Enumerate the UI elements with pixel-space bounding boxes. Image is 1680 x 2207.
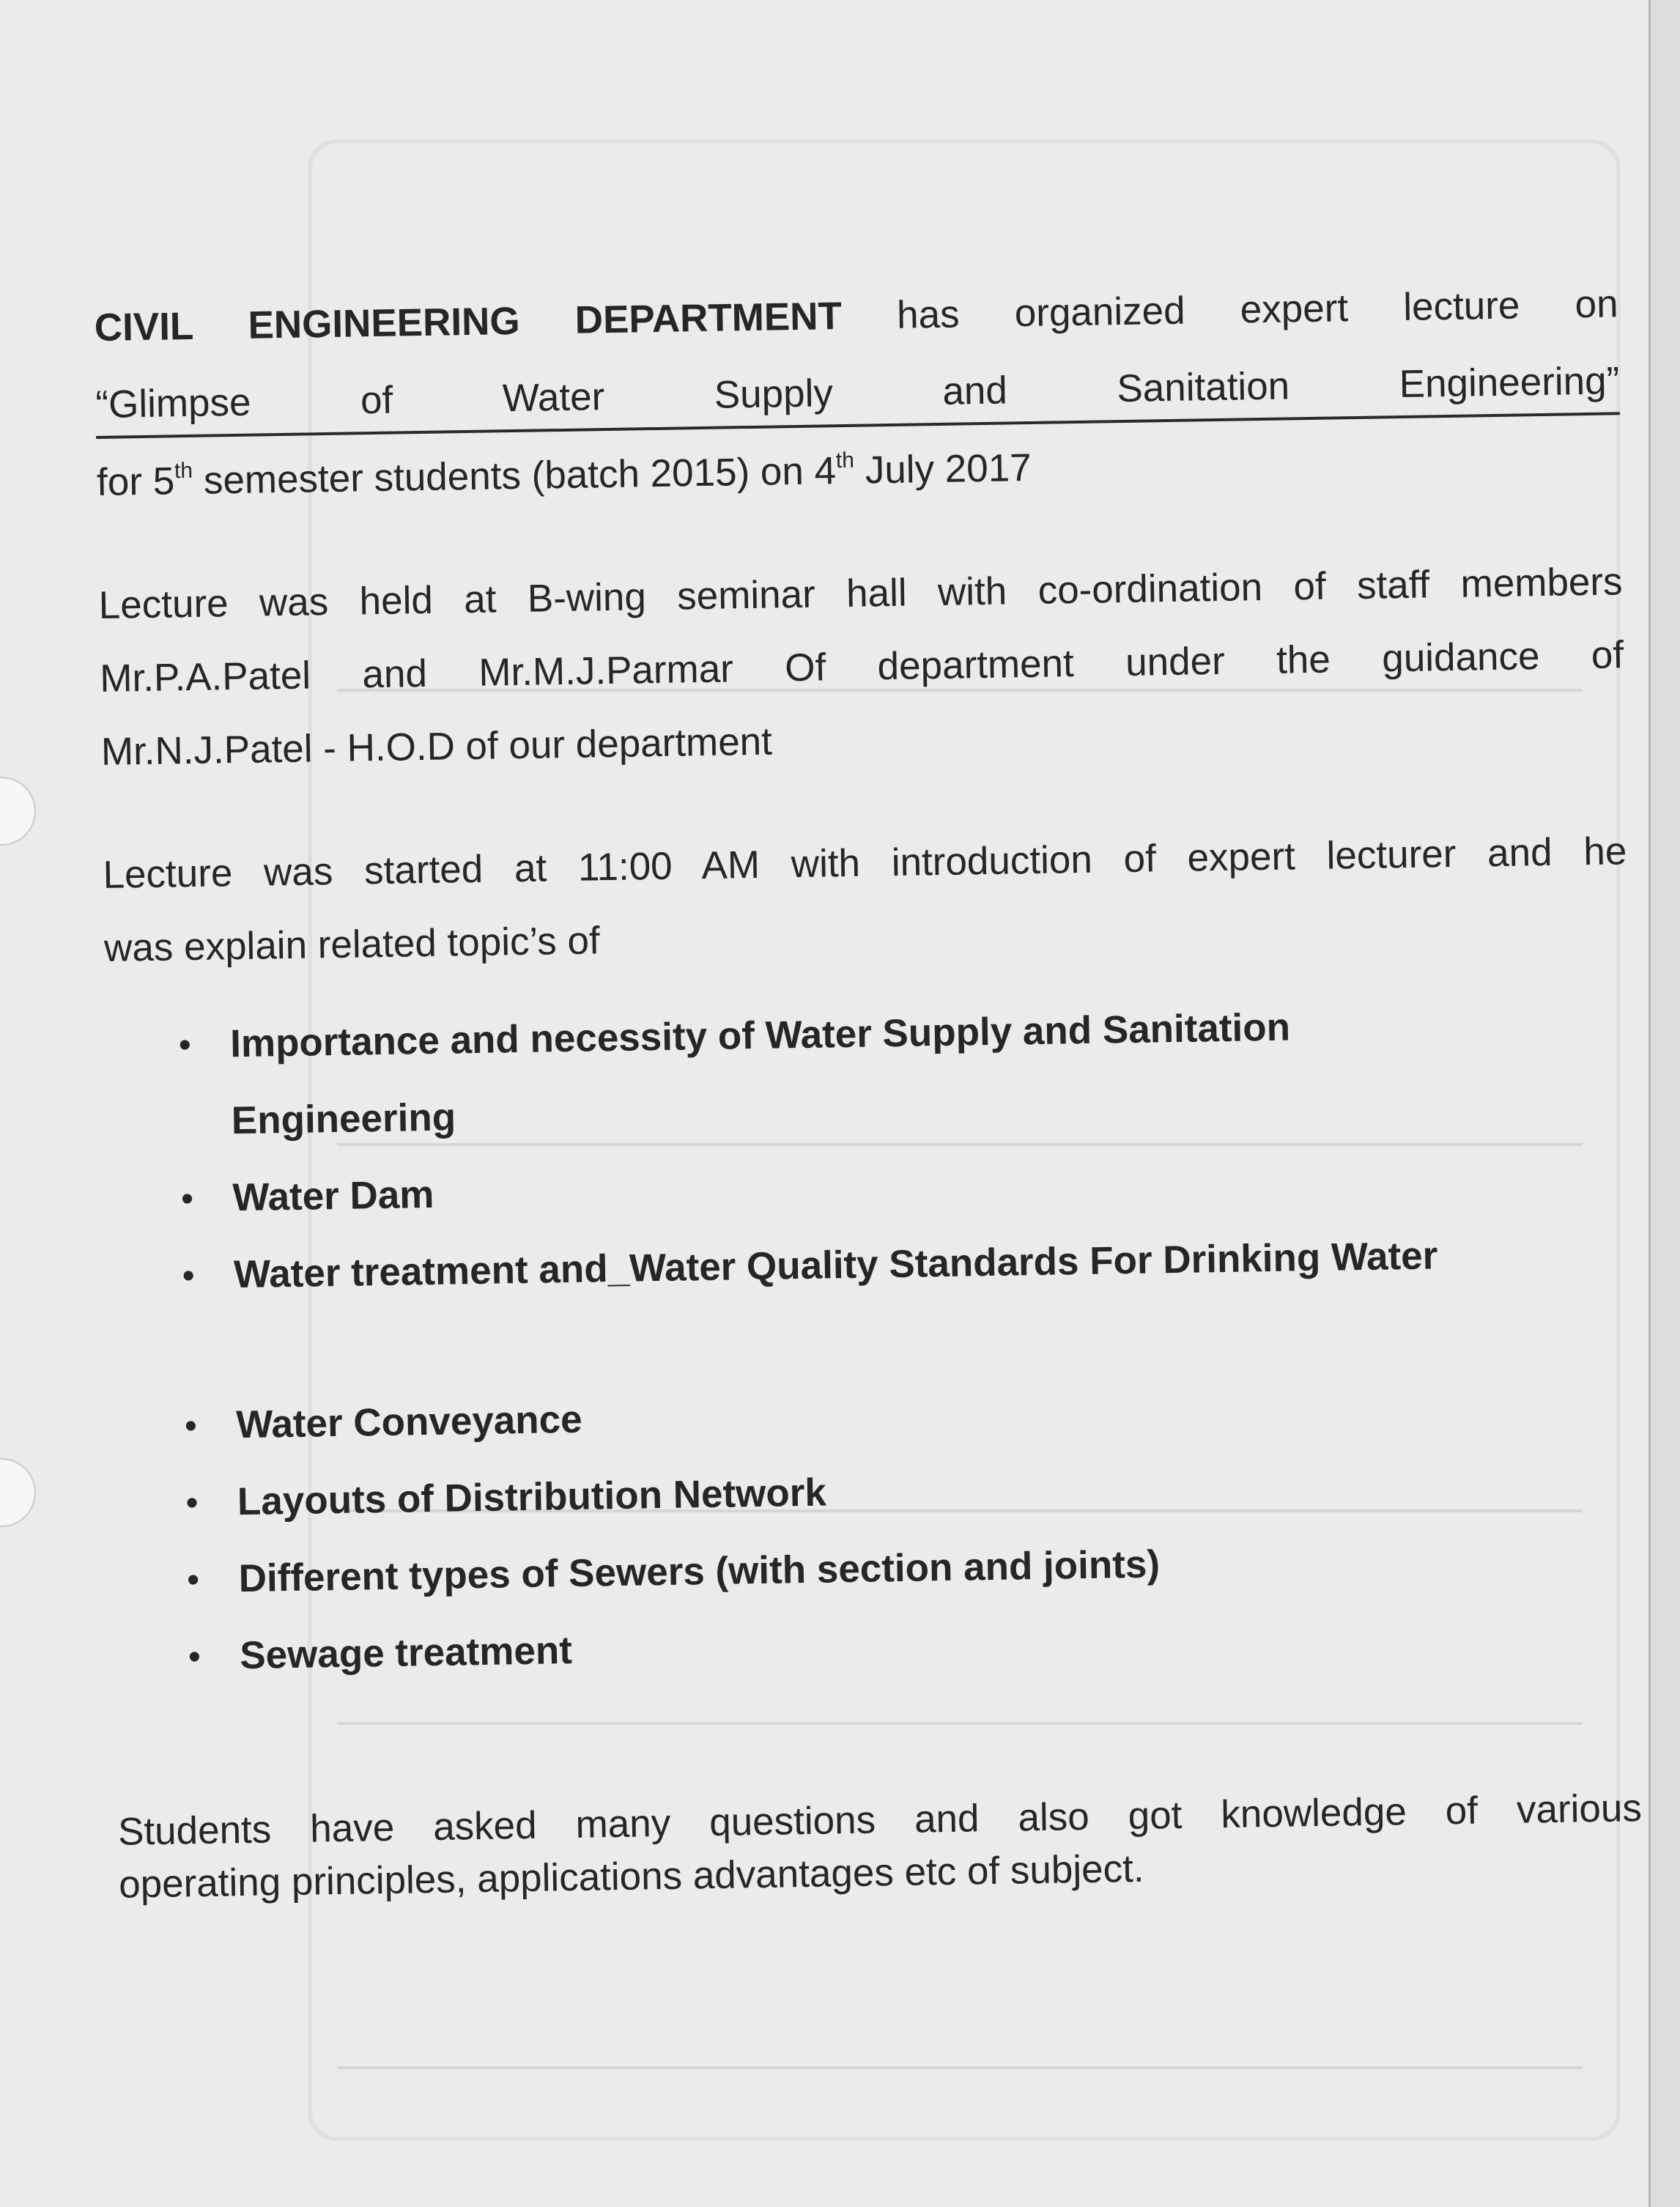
lecture-report: [94, 265, 1643, 1911]
batch-date-line: for 5th semester students (batch 2015) on 4th July 2017: [96, 446, 1032, 504]
start-paragraph: [103, 815, 1629, 986]
topic-list: [105, 983, 1640, 1696]
paragraph-line: Mr.P.A.Patel and Mr.M.J.Parmar Of department under the guidance of: [99, 633, 1624, 700]
bullet-icon: •: [185, 1482, 199, 1522]
paragraph-line: Lecture was held at B-wing seminar hall with co-ordination of staff members: [98, 560, 1623, 627]
list-item: • Water treatment and_Water Quality Standards For Drinking Water: [182, 1214, 1633, 1314]
list-item: • Different types of Sewers (with section and joints): [187, 1518, 1638, 1618]
venue-paragraph: [98, 545, 1625, 789]
list-item: • Layouts of Distribution Network: [185, 1441, 1637, 1541]
bullet-icon: •: [184, 1405, 197, 1445]
paragraph-line: Students have asked many questions and also got knowledge of various: [117, 1786, 1643, 1854]
page-edge: [1648, 0, 1680, 2207]
list-item: • Water Dam: [181, 1137, 1632, 1237]
paragraph-line: operating principles, applications advantages etc of subject.: [118, 1846, 1144, 1907]
list-item: • Water Conveyance: [185, 1364, 1636, 1464]
list-item: • Sewage treatment: [188, 1595, 1639, 1695]
department-name: CIVIL ENGINEERING DEPARTMENT: [94, 294, 843, 350]
paragraph-line: was explain related topic’s of: [103, 919, 601, 970]
bullet-icon: •: [181, 1179, 194, 1218]
lecture-topic: “Glimpse of Water Supply and Sanitation Engineering”: [95, 343, 1620, 439]
paragraph-line: Lecture was started at 11:00 AM with introduction of expert lecturer and he: [103, 829, 1627, 897]
punch-hole-bottom: [0, 1458, 36, 1527]
bullet-icon: •: [188, 1636, 201, 1676]
punch-hole-top: [0, 777, 36, 846]
list-item: • Importance and necessity of Water Supply and Sanitation Engineering: [178, 1005, 1291, 1143]
heading-text: has organized expert lecture on: [896, 282, 1619, 337]
bullet-icon: •: [182, 1256, 195, 1295]
bleed-through-line: [337, 2066, 1583, 2069]
bullet-icon: •: [187, 1559, 200, 1599]
bullet-icon: •: [178, 1025, 191, 1064]
paragraph-line: Mr.N.J.Patel - H.O.D of our department: [100, 720, 773, 774]
